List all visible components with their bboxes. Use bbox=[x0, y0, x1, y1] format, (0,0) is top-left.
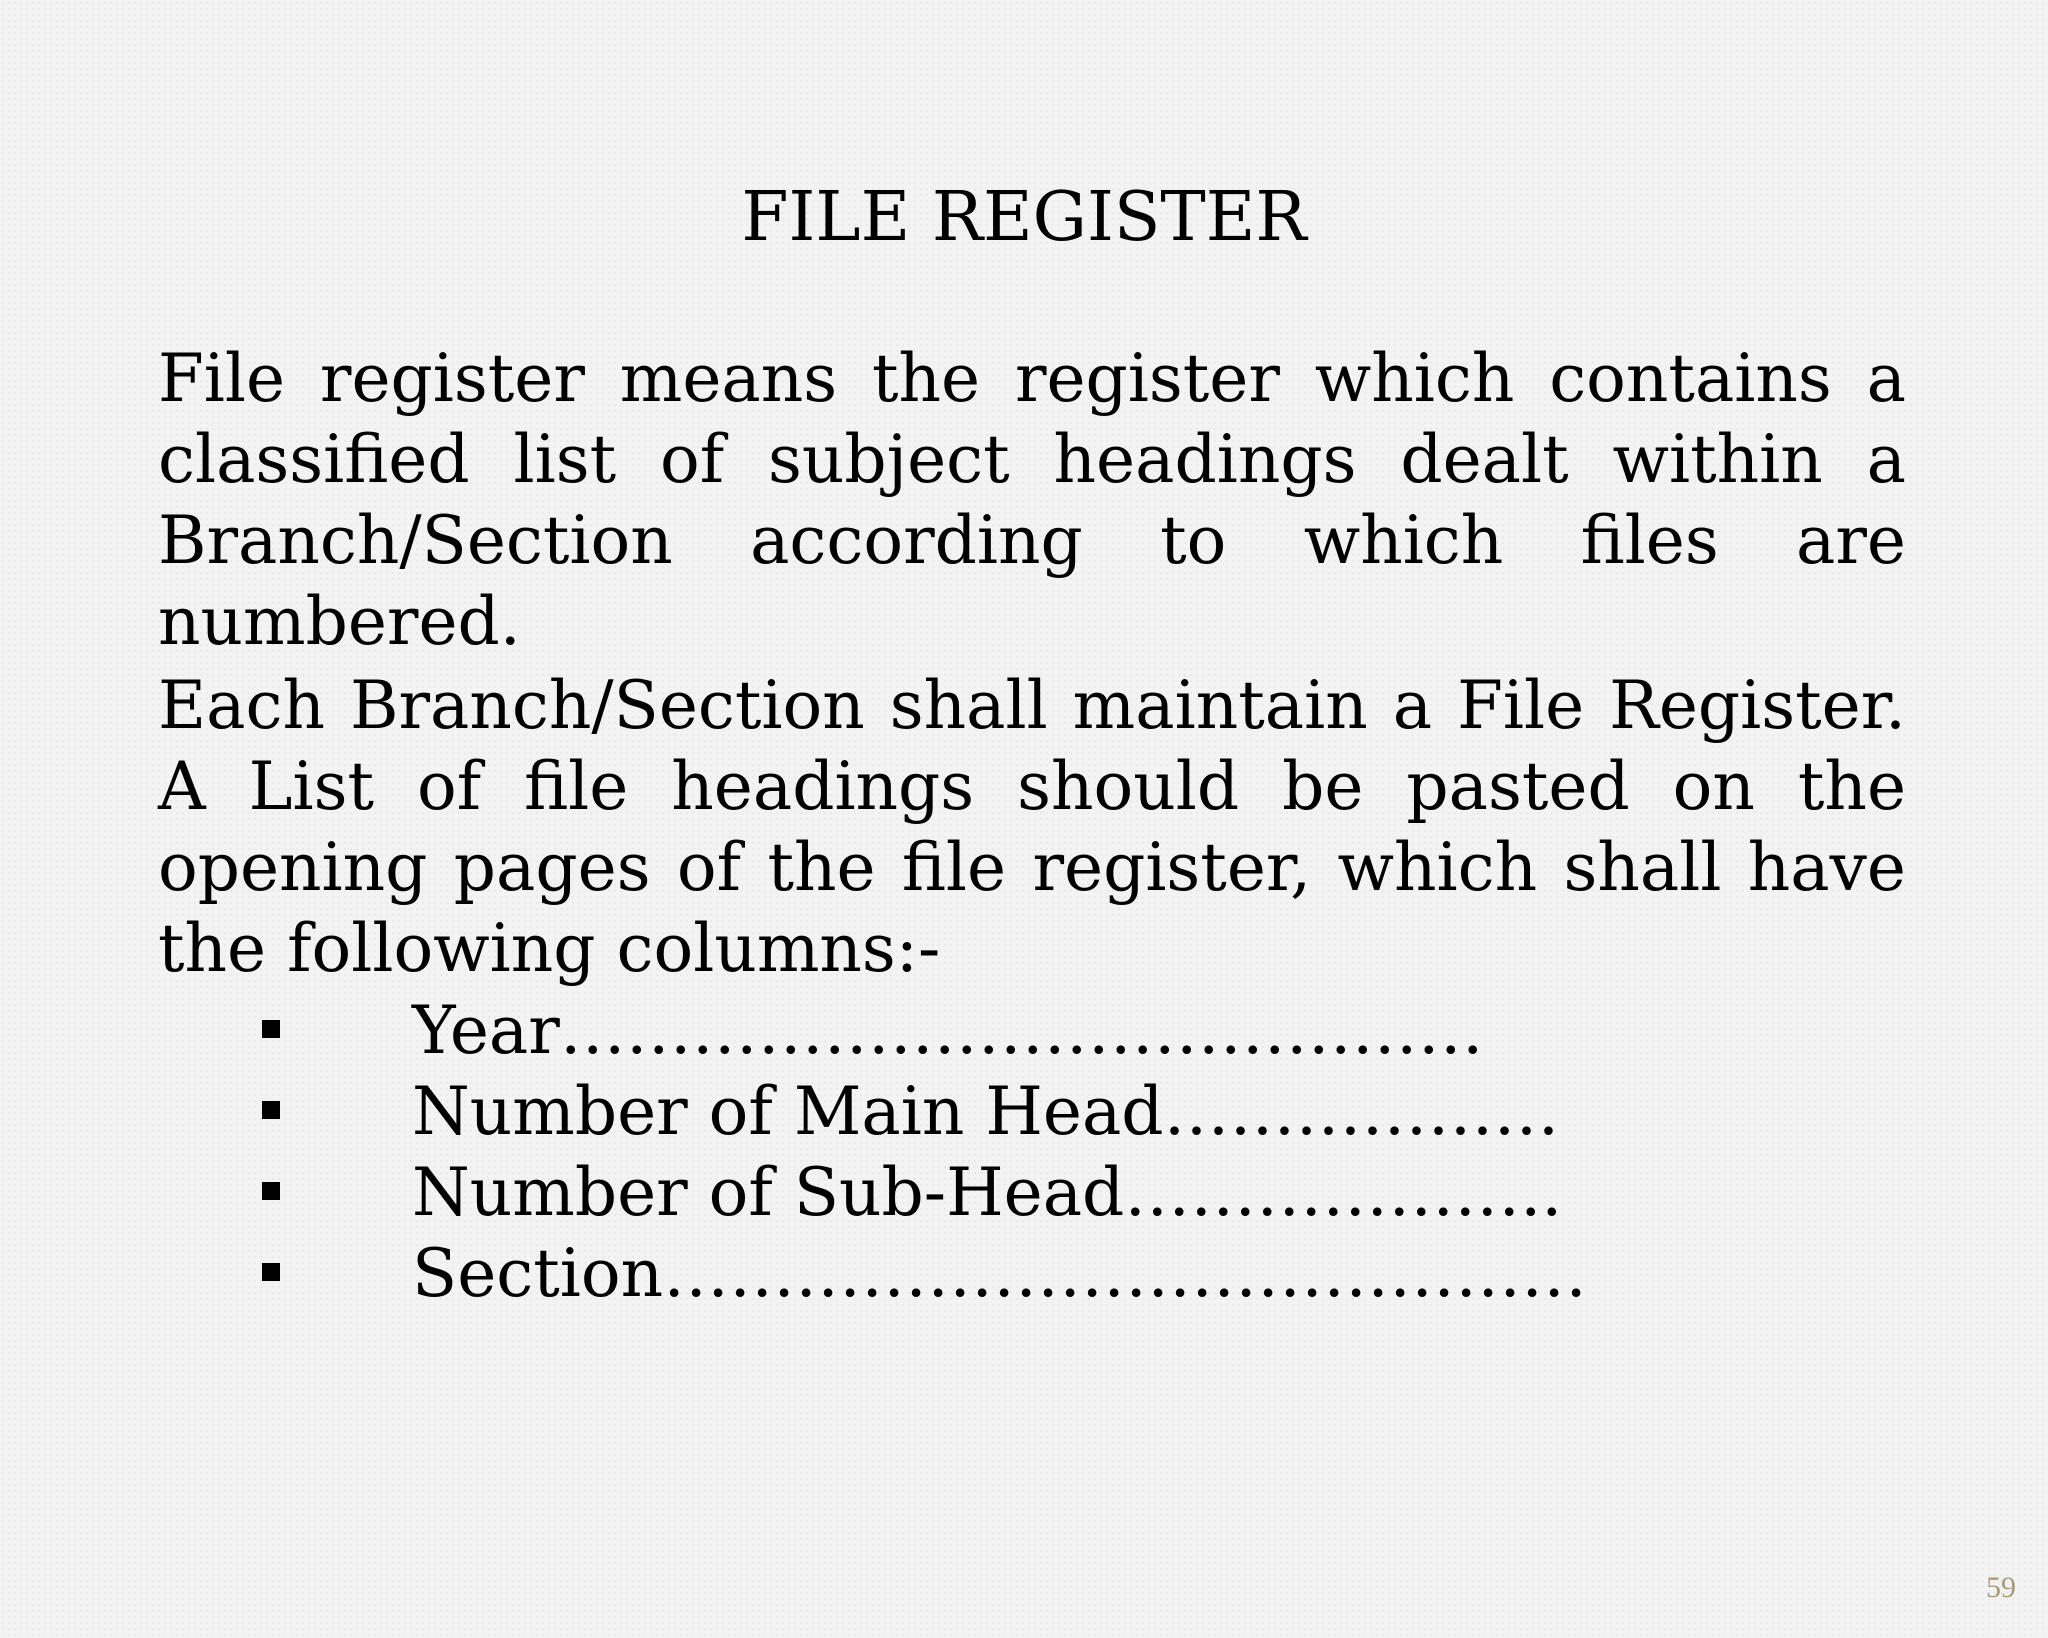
square-bullet-icon bbox=[262, 1182, 280, 1200]
square-bullet-icon bbox=[262, 1020, 280, 1038]
list-item bbox=[262, 1071, 1587, 1152]
maintenance-paragraph: Each Branch/Section shall maintain a File Register. A List of file headings should be pasted on the opening pages of the file register, which shall have the following columns:- bbox=[158, 667, 1906, 987]
list-item-text: Number of Sub-Head……………….. bbox=[412, 1154, 1563, 1231]
list-item-text: Section…………………………………… bbox=[412, 1235, 1588, 1312]
definition-paragraph: File register means the register which contains a classified list of subject headings dealt within a Branch/Section according to which files are numbered. bbox=[158, 340, 1906, 660]
square-bullet-icon bbox=[262, 1263, 280, 1281]
list-item bbox=[262, 1233, 1587, 1314]
list-item-text: Year…………………………………… bbox=[412, 992, 1484, 1069]
list-item bbox=[262, 1152, 1587, 1233]
column-list bbox=[262, 990, 1587, 1314]
page-number: 59 bbox=[1986, 1571, 2016, 1604]
slide-title: FILE REGISTER bbox=[741, 178, 1307, 257]
list-item-text: Number of Main Head……………… bbox=[412, 1073, 1560, 1150]
list-item bbox=[262, 990, 1587, 1071]
square-bullet-icon bbox=[262, 1101, 280, 1119]
